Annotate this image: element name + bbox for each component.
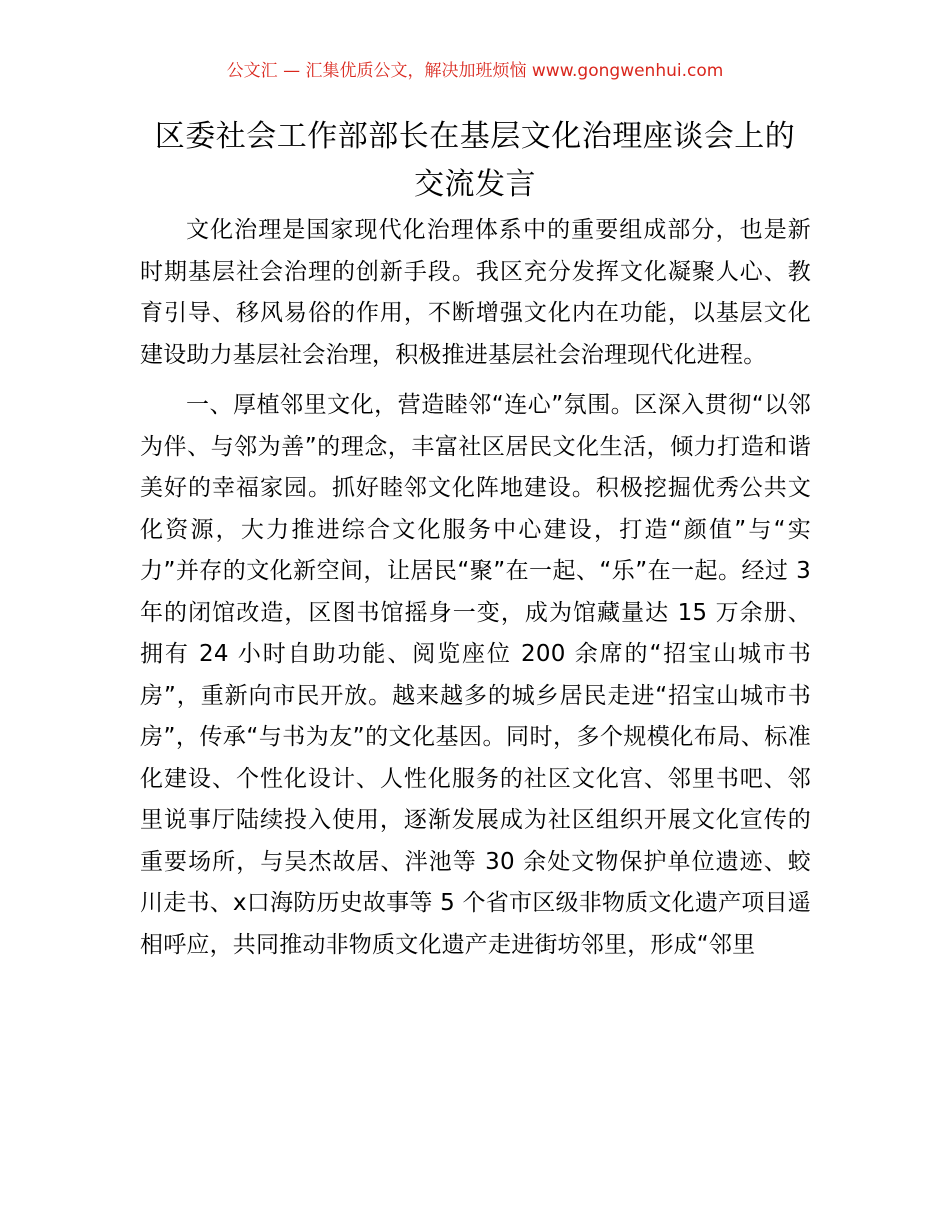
site-header-banner[interactable]: 公文汇 — 汇集优质公文，解决加班烦恼 www.gongwenhui.com bbox=[226, 61, 724, 81]
document-title: 区委社会工作部部长在基层文化治理座谈会上的交流发言 bbox=[154, 119, 796, 202]
paragraph-intro: 文化治理是国家现代化治理体系中的重要组成部分，也是新时期基层社会治理的创新手段。我区充分发挥文化凝聚人心、教育引导、移风易俗的作用，不断增强文化内在功能，以基层文化建设助力基层社会治理，积极推进基层社会治理现代化进程。 bbox=[140, 217, 811, 368]
paragraph-section-one: 一、厚植邻里文化，营造睦邻“连心”氛围。区深入贯彻“以邻为伴、与邻为善”的理念，丰富社区居民文化生活，倾力打造和谐美好的幸福家园。抓好睦邻文化阵地建设。积极挖掘优秀公共文化资源，大力推进综合文化服务中心建设，打造“颜值”与“实力”并存的文化新空间，让居民“聚”在一起、“乐”在一起。经过 3 年的闭馆改造，区图书馆摇身一变，成为馆藏量达 15 万余册、拥有 24 小时自助功能、阅览座位 200 余席的“招宝山城市书房”，重新向市民开放。越来越多的城乡居民走进“招宝山城市书房”，传承“与书为友”的文化基因。同时，多个规模化布局、标准化建设、个性化设计、人性化服务的社区文化宫、邻里书吧、邻里说事厅陆续投入使用，逐渐发展成为社区组织开展文化宣传的重要场所，与吴杰故居、泮池等 30 余处文物保护单位遗迹、蛟川走书、x口海防历史故事等 5 个省市区级非物质文化遗产项目遥相呼应，共同推动非物质文化遗产走进街坊邻里，形成“邻里 bbox=[140, 392, 811, 958]
document-body bbox=[140, 210, 811, 966]
